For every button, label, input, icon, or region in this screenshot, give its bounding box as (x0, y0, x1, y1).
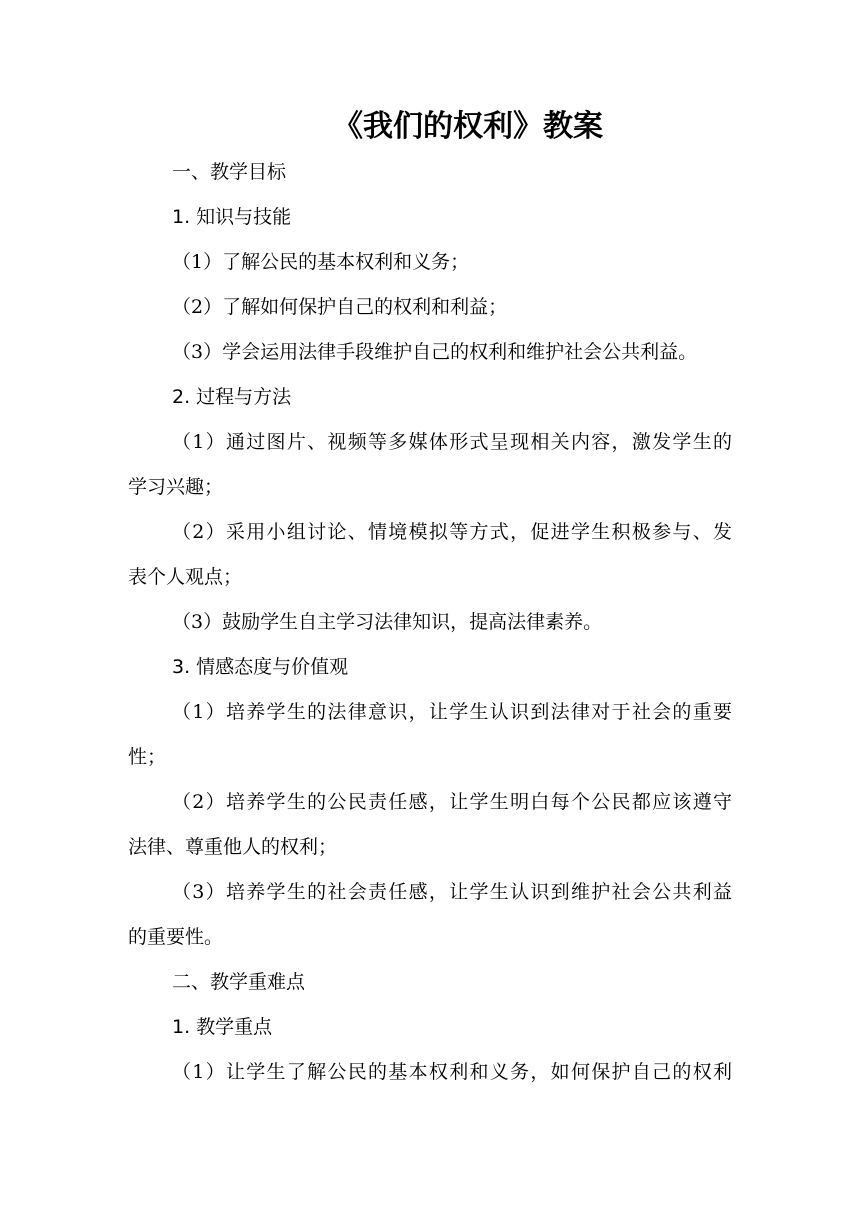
paragraph-line: 学习兴趣； (128, 476, 224, 498)
paragraph-line: 性； (128, 746, 167, 768)
paragraph-line: （2）培养学生的公民责任感，让学生明白每个公民都应该遵守 (172, 791, 732, 813)
subsection-heading-focus: 1. 教学重点 (172, 1016, 273, 1038)
section-heading-objectives: 一、教学目标 (172, 161, 287, 183)
paragraph-line: （2）了解如何保护自己的权利和利益； (172, 296, 508, 318)
paragraph-line: （1）通过图片、视频等多媒体形式呈现相关内容，激发学生的 (172, 431, 732, 453)
section-heading-key-points: 二、教学重难点 (172, 971, 306, 993)
subsection-heading-process: 2. 过程与方法 (172, 386, 292, 408)
paragraph-line: （3）培养学生的社会责任感，让学生认识到维护社会公共利益 (172, 881, 732, 903)
subsection-heading-knowledge: 1. 知识与技能 (172, 206, 292, 228)
paragraph-line: （2）采用小组讨论、情境模拟等方式，促进学生积极参与、发 (172, 521, 732, 543)
paragraph-line: （1）培养学生的法律意识，让学生认识到法律对于社会的重要 (172, 701, 732, 723)
paragraph-line: 法律、尊重他人的权利； (128, 836, 338, 858)
paragraph-line: （3）学会运用法律手段维护自己的权利和维护社会公共利益。 (172, 341, 698, 363)
subsection-heading-attitude: 3. 情感态度与价值观 (172, 656, 349, 678)
paragraph-line: （1）了解公民的基本权利和义务； (172, 251, 470, 273)
paragraph-line: 的重要性。 (128, 926, 224, 948)
paragraph-line: （3）鼓励学生自主学习法律知识，提高法律素养。 (172, 611, 603, 633)
document-title: 《我们的权利》教案 (333, 109, 603, 144)
paragraph-line: （1）让学生了解公民的基本权利和义务，如何保护自己的权利 (172, 1061, 732, 1083)
paragraph-line: 表个人观点； (128, 566, 243, 588)
